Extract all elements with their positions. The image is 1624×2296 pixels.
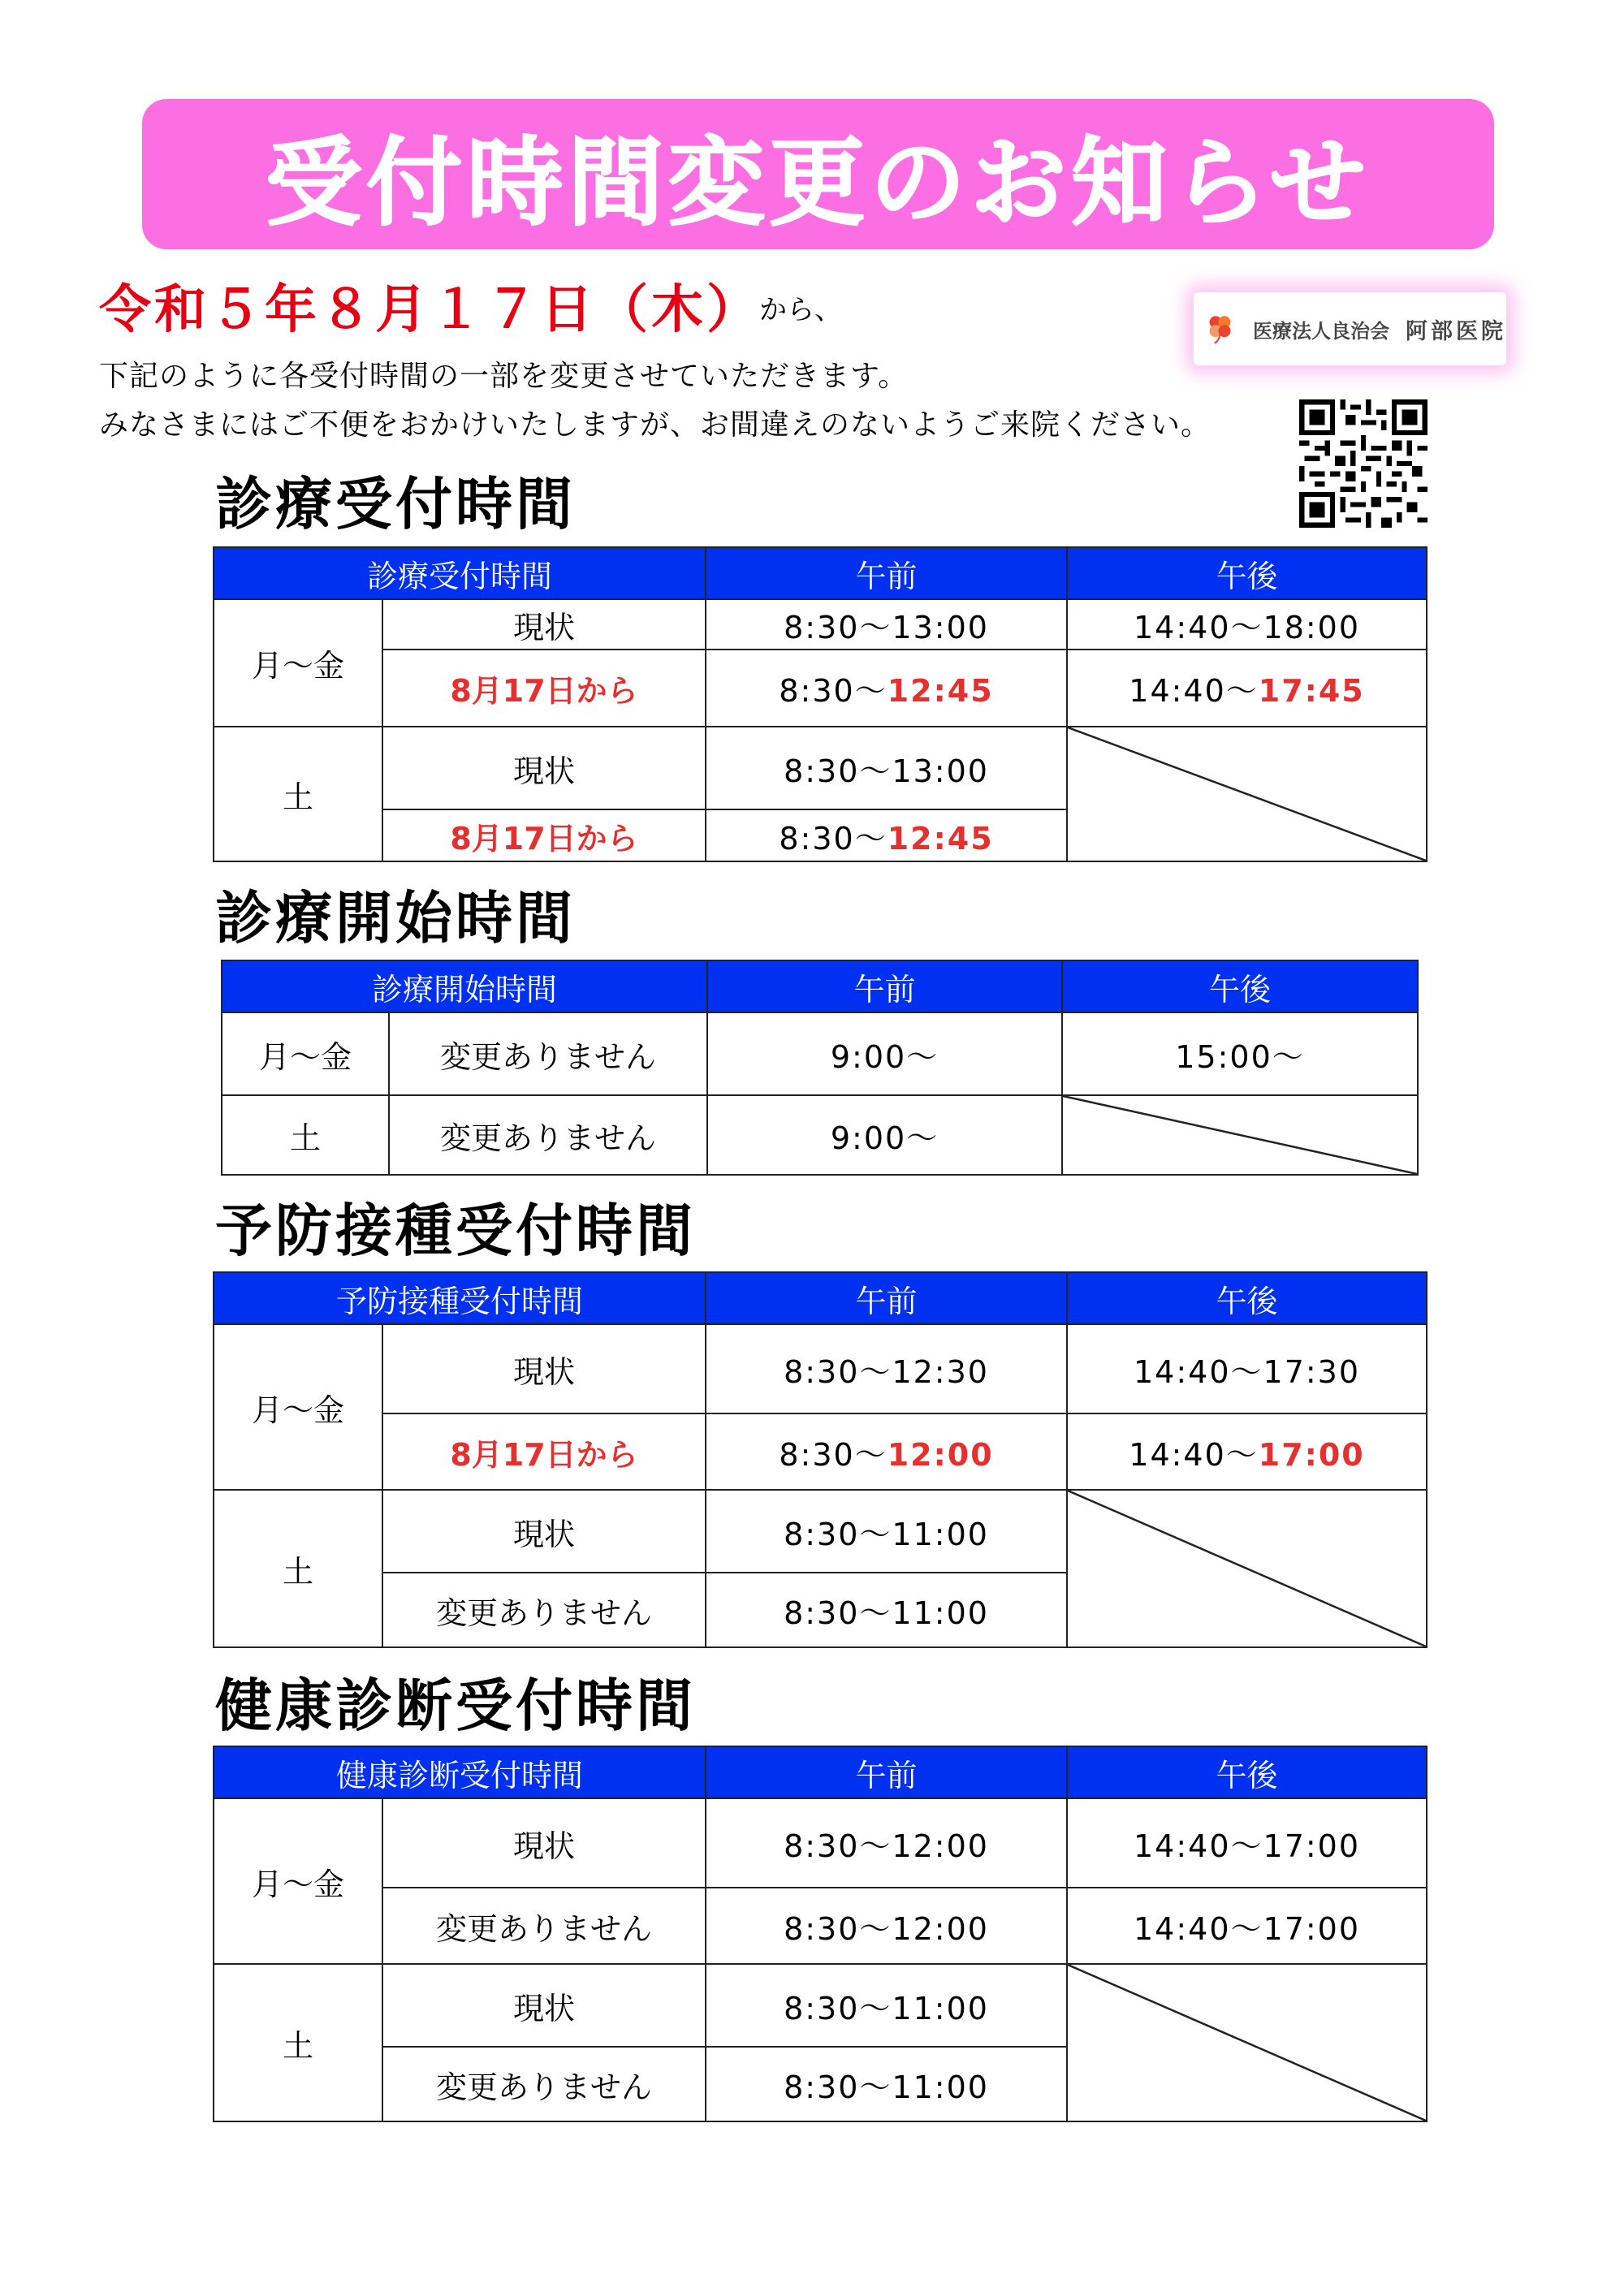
closed-cell: [1062, 1095, 1418, 1175]
row-label-changed: 8月17日から: [382, 650, 706, 727]
header-am: 午前: [706, 547, 1067, 599]
am-time: 8:30～11:00: [706, 1490, 1067, 1573]
header-label: 健康診断受付時間: [214, 1746, 706, 1798]
header-label: 予防接種受付時間: [214, 1272, 706, 1324]
pm-time: 14:40～17:00: [1067, 1798, 1427, 1888]
clover-icon: [1203, 305, 1237, 352]
row-label: 変更ありません: [382, 2047, 706, 2121]
effective-date: 令和５年８月１７日（木）: [99, 280, 762, 340]
row-label: 現状: [382, 1964, 706, 2047]
pm-time: 14:40～17:00: [1067, 1413, 1427, 1490]
header-pm: 午後: [1067, 547, 1427, 599]
title-banner: [142, 99, 1494, 249]
day-saturday: 土: [214, 1964, 382, 2121]
section-title-checkup: 健康診断受付時間: [215, 1672, 696, 1739]
row-label-changed: 8月17日から: [382, 809, 706, 861]
pm-time: 14:40～17:30: [1067, 1324, 1427, 1413]
closed-cell: [1067, 1964, 1427, 2121]
am-time: 8:30～13:00: [706, 727, 1067, 809]
reception-hours-table: [213, 546, 1427, 862]
vaccination-hours-table: [213, 1271, 1427, 1648]
am-time: 8:30～12:45: [706, 809, 1067, 861]
row-label: 現状: [382, 1490, 706, 1573]
header-pm: 午後: [1067, 1272, 1427, 1324]
day-weekday: 月～金: [214, 1324, 382, 1490]
pm-time: 14:40～17:45: [1067, 650, 1427, 727]
consultation-start-table: [221, 960, 1419, 1176]
clinic-logo: [1194, 292, 1506, 365]
day-weekday: 月～金: [214, 1798, 382, 1964]
am-time: 8:30～12:45: [706, 650, 1067, 727]
am-time: 8:30～13:00: [706, 599, 1067, 650]
pm-time: 15:00～: [1062, 1012, 1418, 1095]
section-title-reception: 診療受付時間: [215, 471, 576, 537]
closed-cell: [1067, 1490, 1427, 1647]
intro-line-1: 下記のように各受付時間の一部を変更させていただきます。: [99, 360, 909, 393]
row-label: 変更ありません: [389, 1095, 707, 1175]
logo-corp: 医療法人良治会: [1253, 319, 1389, 343]
row-label: 変更ありません: [389, 1012, 707, 1095]
row-label: 変更ありません: [382, 1573, 706, 1647]
day-weekday: 月～金: [222, 1012, 389, 1095]
row-label: 現状: [382, 1798, 706, 1888]
intro-line-2: みなさまにはご不便をおかけいたしますが、お間違えのないようご来院ください。: [99, 408, 1212, 442]
am-time: 8:30～11:00: [706, 2047, 1067, 2121]
row-label: 現状: [382, 1324, 706, 1413]
am-time: 9:00～: [707, 1012, 1062, 1095]
am-time: 8:30～12:00: [706, 1798, 1067, 1888]
header-label: 診療開始時間: [222, 960, 707, 1012]
header-label: 診療受付時間: [214, 547, 706, 599]
header-am: 午前: [706, 1272, 1067, 1324]
header-pm: 午後: [1067, 1746, 1427, 1798]
day-weekday: 月～金: [214, 599, 382, 727]
header-am: 午前: [706, 1746, 1067, 1798]
day-saturday: 土: [214, 1490, 382, 1647]
row-label: 変更ありません: [382, 1888, 706, 1964]
section-title-start: 診療開始時間: [215, 885, 576, 952]
closed-cell: [1067, 727, 1427, 861]
checkup-hours-table: [213, 1746, 1427, 2122]
am-time: 8:30～12:00: [706, 1413, 1067, 1490]
row-label-changed: 8月17日から: [382, 1413, 706, 1490]
pm-time: 14:40～17:00: [1067, 1888, 1427, 1964]
logo-clinic-name: 阿部医院: [1406, 318, 1506, 344]
am-time: 8:30～12:00: [706, 1888, 1067, 1964]
am-time: 8:30～11:00: [706, 1964, 1067, 2047]
header-pm: 午後: [1062, 960, 1418, 1012]
am-time: 9:00～: [707, 1095, 1062, 1175]
qr-code-icon: [1299, 399, 1427, 528]
section-title-vaccination: 予防接種受付時間: [215, 1198, 696, 1264]
from-text: から、: [759, 294, 842, 326]
page-title: 受付時間変更のお知らせ: [266, 126, 1371, 239]
header-am: 午前: [707, 960, 1062, 1012]
day-saturday: 土: [222, 1095, 389, 1175]
day-saturday: 土: [214, 727, 382, 861]
row-label: 現状: [382, 727, 706, 809]
pm-time: 14:40～18:00: [1067, 599, 1427, 650]
am-time: 8:30～11:00: [706, 1573, 1067, 1647]
row-label: 現状: [382, 599, 706, 650]
am-time: 8:30～12:30: [706, 1324, 1067, 1413]
